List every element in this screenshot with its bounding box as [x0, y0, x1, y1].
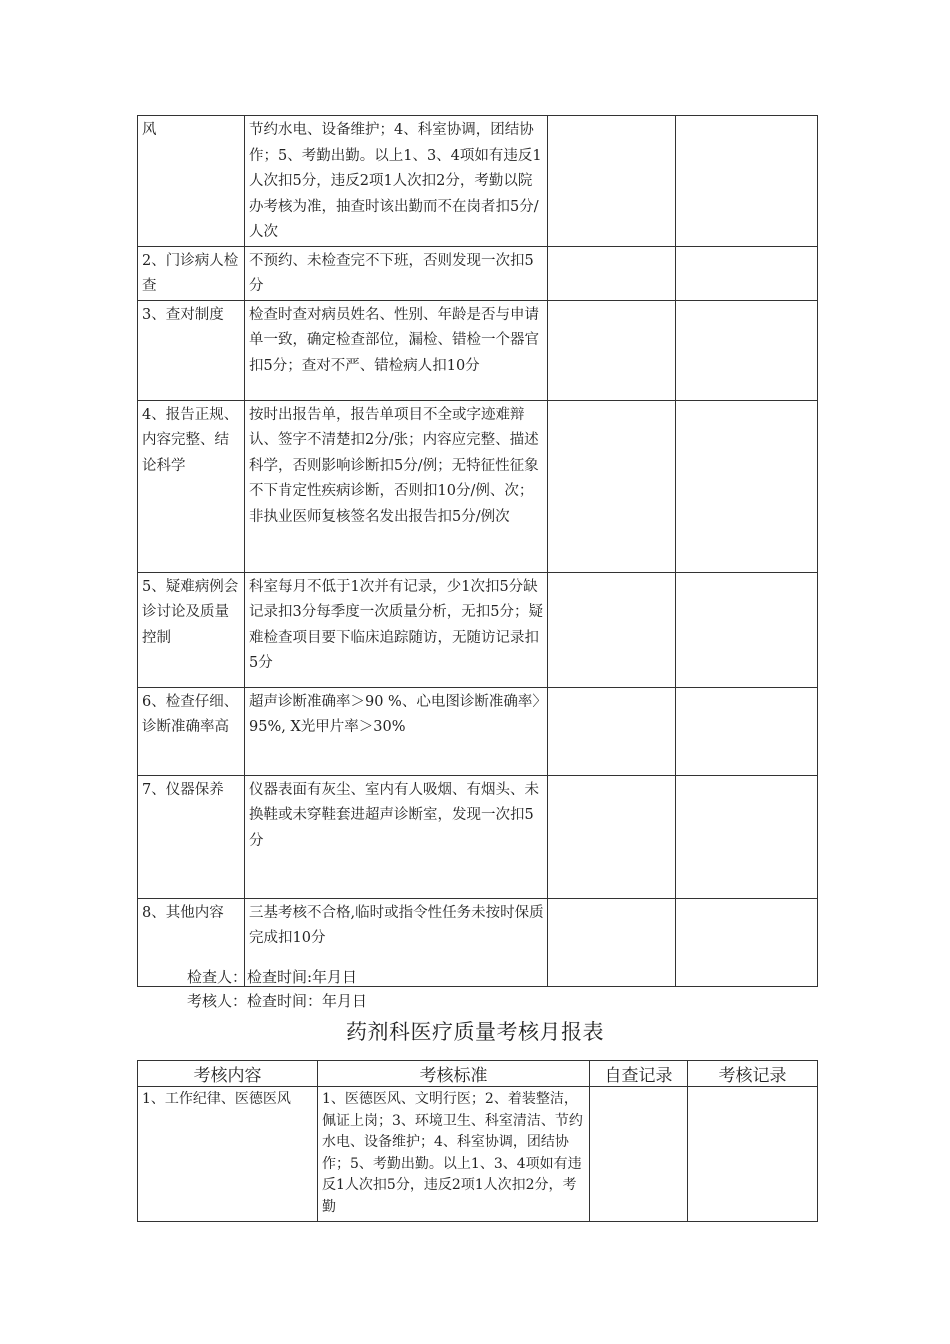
self-check-cell	[548, 300, 676, 400]
standard-cell: 检查时查对病员姓名、性别、年龄是否与申请单一致，确定检查部位，漏检、错检一个器官扣5分；查对不严、错检病人扣10分	[245, 300, 548, 400]
pharmacy-quality-assessment-table	[137, 1060, 818, 1222]
review-cell	[676, 116, 818, 247]
self-check-cell	[590, 1087, 688, 1222]
review-cell	[676, 687, 818, 775]
quality-assessment-table-continued	[137, 115, 818, 987]
header-item: 考核内容	[138, 1061, 318, 1087]
reviewer-signature-line: 考核人：检查时间：年月日	[187, 992, 368, 1010]
review-cell	[676, 246, 818, 300]
item-cell: 8、其他内容	[138, 898, 245, 986]
item-cell: 1、工作纪律、医德医风	[138, 1087, 318, 1222]
item-cell: 5、疑难病例会诊讨论及质量控制	[138, 572, 245, 687]
standard-cell: 仪器表面有灰尘、室内有人吸烟、有烟头、未换鞋或未穿鞋套进超声诊断室，发现一次扣5分	[245, 775, 548, 898]
item-cell: 风	[138, 116, 245, 247]
report-title: 药剂科医疗质量考核月报表	[346, 1020, 604, 1044]
review-cell	[676, 300, 818, 400]
table-row	[138, 400, 818, 572]
table-header-row	[138, 1061, 818, 1087]
standard-cell: 按时出报告单，报告单项目不全或字迹难辩认、签字不清楚扣2分/张；内容应完整、描述科学，否则影响诊断扣5分/例；无特征性征象不下肯定性疾病诊断，否则扣10分/例、次；非执业医师复核签名发出报告扣5分/例次	[245, 400, 548, 572]
self-check-cell	[548, 246, 676, 300]
item-cell: 4、报告正规、内容完整、结论科学	[138, 400, 245, 572]
header-standard: 考核标准	[318, 1061, 590, 1087]
standard-cell: 1、医德医风、文明行医；2、着装整洁，佩证上岗；3、环境卫生、科室清洁、节约水电、设备维护；4、科室协调，团结协作；5、考勤出勤。以上1、3、4项如有违反1人次扣5分，违反2项1人次扣2分，考勤	[318, 1087, 590, 1222]
review-cell	[676, 898, 818, 986]
self-check-cell	[548, 687, 676, 775]
table-row	[138, 300, 818, 400]
item-cell: 7、仪器保养	[138, 775, 245, 898]
self-check-cell	[548, 400, 676, 572]
self-check-cell	[548, 775, 676, 898]
standard-cell: 超声诊断准确率＞90 %、心电图诊断准确率〉95%, X光甲片率＞30%	[245, 687, 548, 775]
header-review: 考核记录	[688, 1061, 818, 1087]
item-cell: 3、查对制度	[138, 300, 245, 400]
standard-cell: 节约水电、设备维护；4、科室协调，团结协作；5、考勤出勤。以上1、3、4项如有违反1人次扣5分，违反2项1人次扣2分，考勤以院办考核为准，抽查时该出勤而不在岗者扣5分/人次	[245, 116, 548, 247]
table-row	[138, 116, 818, 247]
standard-cell: 不预约、未检查完不下班，否则发现一次扣5分	[245, 246, 548, 300]
table-row	[138, 246, 818, 300]
table-row	[138, 1087, 818, 1222]
review-cell	[676, 775, 818, 898]
self-check-cell	[548, 898, 676, 986]
standard-cell: 科室每月不低于1次并有记录，少1次扣5分缺记录扣3分每季度一次质量分析，无扣5分；疑难检查项目要下临床追踪随访，无随访记录扣5分	[245, 572, 548, 687]
review-cell	[688, 1087, 818, 1222]
header-self-check: 自查记录	[590, 1061, 688, 1087]
table-row	[138, 775, 818, 898]
table-row	[138, 687, 818, 775]
review-cell	[676, 400, 818, 572]
table-row	[138, 572, 818, 687]
inspector-signature-line: 检查人：检查时间:年月日	[187, 968, 358, 986]
self-check-cell	[548, 116, 676, 247]
self-check-cell	[548, 572, 676, 687]
review-cell	[676, 572, 818, 687]
item-cell: 6、检查仔细、诊断准确率高	[138, 687, 245, 775]
standard-cell: 三基考核不合格,临时或指令性任务未按时保质完成扣10分	[245, 898, 548, 986]
item-cell: 2、门诊病人检查	[138, 246, 245, 300]
